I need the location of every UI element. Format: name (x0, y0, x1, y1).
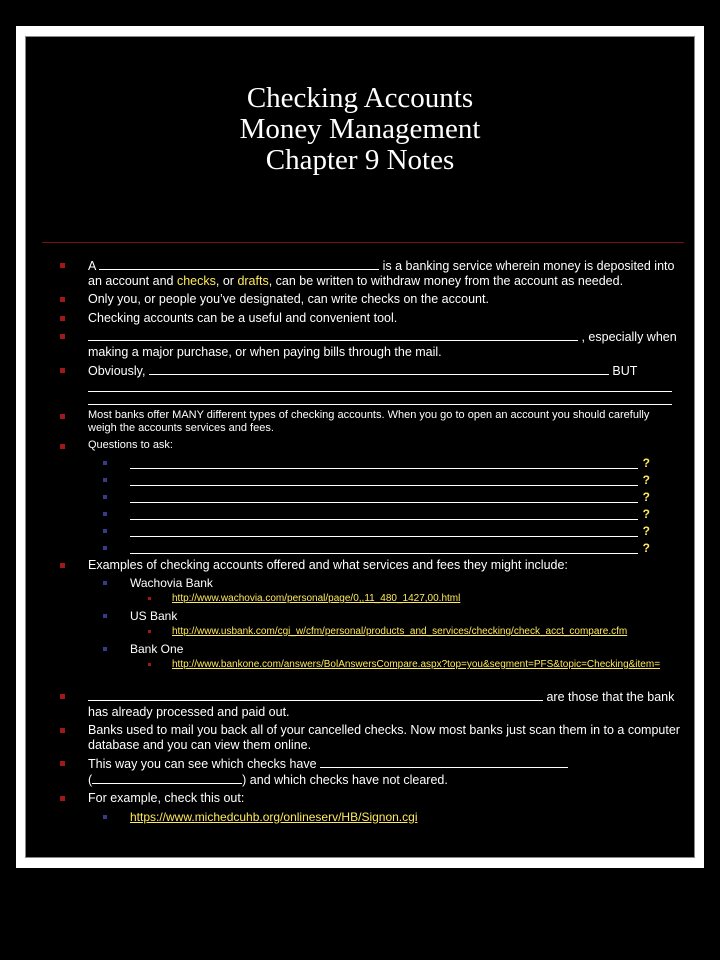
blank-line (88, 392, 672, 405)
bank-name-usbank: US Bank (60, 609, 680, 623)
text: ( (88, 772, 93, 787)
blank-line (130, 468, 638, 469)
bullet-designated-people: Only you, or people you’ve designated, can write checks on the account. (60, 292, 680, 307)
blank-line (92, 772, 242, 784)
text: , or (215, 273, 234, 288)
highlight-drafts: drafts (237, 273, 269, 288)
blank-line (88, 379, 672, 392)
text: , especially when making a major purchase, or when paying bills through the mail. (88, 330, 677, 359)
bullet-many-accounts: Most banks offer MANY different types of checking accounts. When you go to open an account you should carefully weigh the accounts services and fees. (60, 409, 680, 435)
title-line-3: Chapter 9 Notes (265, 144, 455, 176)
bank-link-item (60, 659, 680, 671)
question-blank (60, 473, 680, 487)
bullet-useful-tool: Checking accounts can be a useful and convenient tool. (60, 311, 680, 326)
example-link[interactable]: https://www.michedcuhb.org/onlineserv/HB/Signon.cgi (130, 809, 418, 824)
blank-line (130, 519, 638, 520)
text: Obviously, (88, 364, 146, 378)
bullet-scan-checks: Banks used to mail you back all of your cancelled checks. Now most banks just scan them in to a computer database and you can view them online. (60, 723, 680, 752)
bank-link-item (60, 593, 680, 605)
example-link-item (60, 810, 680, 824)
bullet-cancelled-checks (60, 689, 680, 719)
blank-line (99, 258, 379, 270)
text: is a banking service wherein money is deposited into an account and (88, 259, 675, 288)
question-mark: ? (642, 540, 650, 555)
bank-link-item (60, 626, 680, 638)
question-blank (60, 507, 680, 521)
bullet-example: For example, check this out: (60, 791, 680, 806)
blank-line (88, 689, 543, 701)
question-blank (60, 541, 680, 555)
text: , can be written to withdraw money from the account as needed. (268, 273, 624, 288)
title-divider (42, 242, 684, 243)
bullet-examples: Examples of checking accounts offered and what services and fees they might include: (60, 558, 680, 573)
bullet-checking-account-definition (60, 258, 680, 288)
blank-line (88, 329, 578, 341)
wachovia-link[interactable]: http://www.wachovia.com/personal/page/0,,11_480_1427,00.html (172, 593, 461, 604)
question-mark: ? (642, 455, 650, 470)
question-mark: ? (642, 506, 650, 521)
question-blank (60, 524, 680, 538)
bank-name-wachovia: Wachovia Bank (60, 576, 680, 590)
bullet-fill-in (60, 329, 680, 359)
blank-line (149, 363, 609, 375)
blank-line (130, 536, 638, 537)
title-line-2: Money Management (239, 113, 481, 145)
blank-line (130, 485, 638, 486)
highlight-checks: checks (176, 273, 216, 288)
bank-name-bankone: Bank One (60, 642, 680, 656)
title-line-1: Checking Accounts (246, 82, 474, 114)
notes-content (60, 258, 680, 827)
blank-line (320, 756, 568, 768)
question-mark: ? (642, 489, 650, 504)
bullet-obviously (60, 363, 680, 405)
usbank-link[interactable]: http://www.usbank.com/cgi_w/cfm/personal/products_and_services/checking/check_acct_compare.cfm (172, 626, 628, 637)
bullet-cleared-checks (60, 756, 680, 787)
text: are those that the bank has already processed and paid out. (88, 690, 675, 719)
slide-title (0, 83, 720, 176)
question-blank (60, 490, 680, 504)
blank-line (130, 502, 638, 503)
question-blank (60, 456, 680, 470)
blank-line (130, 553, 638, 554)
text: A (88, 259, 96, 273)
text: ) and which checks have not cleared. (242, 772, 448, 787)
text: This way you can see which checks have (88, 757, 317, 771)
question-mark: ? (642, 523, 650, 538)
text: BUT (612, 364, 638, 378)
bullet-questions: Questions to ask: (60, 439, 680, 452)
question-mark: ? (642, 472, 650, 487)
bankone-link[interactable]: http://www.bankone.com/answers/BolAnswersCompare.aspx?top=you&segment=PFS&topic=Checking&item= (172, 659, 661, 670)
